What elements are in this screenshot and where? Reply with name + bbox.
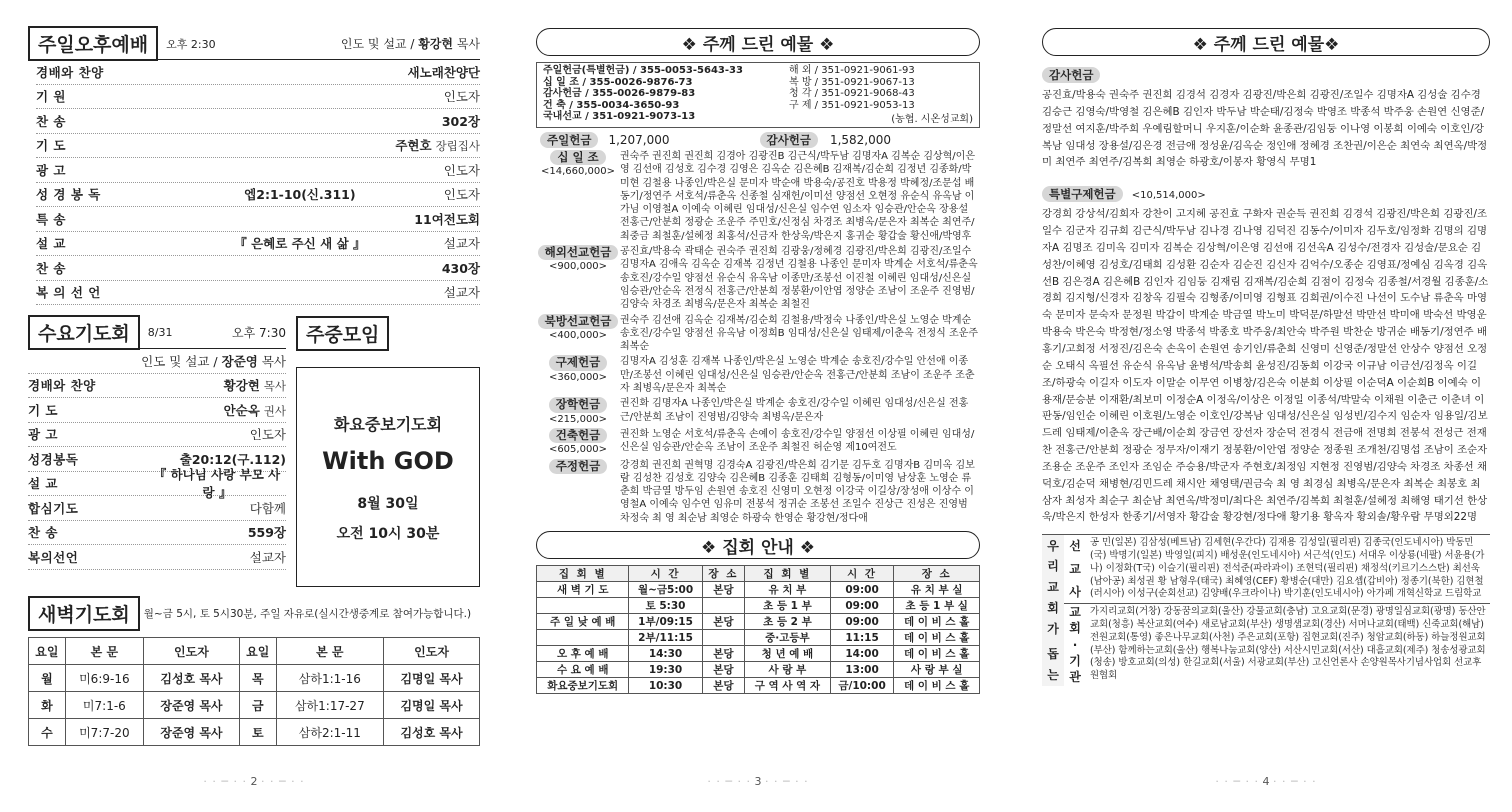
gathering-cell: 초 등 2 부 [745, 614, 831, 630]
order-row [28, 545, 286, 570]
gathering-cell: 주 일 낮 예 배 [537, 614, 629, 630]
vertical-char: 회 [1047, 601, 1059, 616]
page-number: · · ─ · · 4 · · ─ · · [1215, 775, 1317, 788]
special-names: 강경희 강상석/김희자 강찬이 고지혜 공진효 구화자 권순득 권진희 김경석 김광진/박은희 김광진/조일수 김군자 김규희 김근식/박두남 김나경 김나영 김덕진 김동수/이미자 김두호/임정화 김명의 김명자A 김명조 김미옥 김미자 김복순 김상혁/이은영 김선애 김선옥A 김성수/전경자 김성술/문요순 김성찬/이혜영 김성호/김태희 김성환 김순자 김순진 김신자 김억수/오종순 김영표/정예심 김옥경 김옥선B 김은경A 김은혜B 김인자 김임둥 김재림 김재복/김순희 김점이 김정숙 김종철/서경월 김종훈/소경희 김지형/신경자 김창옥 김필숙 김형종/이미영 김형표 김희권/이수진 나선이 도수남 류춘옥 마영숙 문미자 문숙자 문정원 박갑이 박계순 박금열 박노미 박덕문/하말선 박만선 박미애 박숙선 박영운 박용숙 박은숙 박정현/정소영 박종석 박종호 박주웅/최안숙 박주원 박찬순 방귀순 배동기/정연주 배홍기/고희정 서정진/김은숙 손옥이 손원연 송기인/류춘희 신영미 신영준/정말선 안상수 양점선 오정순 오태식 옥필선 유순식 유옥남 윤병석/박송희 윤성진/김동희 이강국 이규남 이금선/김정옥 이길조/하광숙 이길자 이도자 이말순 이무연 이병창/김은숙 이분희 이상필 이순덕A 이순희B 이예숙 이용재/문승분 이재환/최보미 이정순A 이정옥/이상은 이정일 이종석/박말숙 이채원 이춘근 이춘녀 이판동/임인순 이혜린 이호원/노영순 이호인/강복남 임대성/신은실 임성빈/김수지 임순자 임용일/김보드레 임태제/이춘옥 장근배/이순희 장금연 장선자 장순덕 전경식 전금애 전명희 전봉석 전성근 전재찬 전홍근/안분희 정광순 정무자/이재기 정봉환/이안엽 정양순 정종원 조개천/김명섭 조남이 조순자 조용순 조운주 조인자 조임순 주승용/박군자 주현호/최정임 지현정 진영범/김양숙 차경조 차종선 채덕호/김순덕 채병현/김민드레 채시안 채영택/권금숙 최 영 최경심 최병옥/문은자 최복순 최봉호 최삼자 최성자 최순구 최순남 최연옥/박정미/최다은 최연주/김복희 최철훈/설혜정 최해영 태기선 한상욱/박은지 한성자 한종기/서영자 황갑술 황강현/정다애 황기용 황옥자 황외솔/황우람 무명외22명 [1042, 208, 1489, 524]
order-item-detail: 『 은혜로 주신 새 삶 』 [234, 236, 366, 252]
order-item-label: 광 고 [36, 162, 67, 178]
gathering-cell: 본당 [702, 646, 745, 662]
vertical-char: 회 [1069, 621, 1081, 636]
offerings-title: ❖ 주께 드린 예물 ❖ [536, 28, 980, 56]
midweek-title: 주중모임 [296, 316, 389, 351]
thanks-offering-amount: 1,582,000 [829, 133, 892, 147]
offering-label-cell [536, 314, 620, 354]
dawn-cell: 금 [239, 692, 276, 719]
dawn-col-header: 본 문 [276, 638, 383, 665]
midweek-box [296, 367, 480, 587]
vertical-char: · [1072, 637, 1078, 652]
dawn-col-header: 인도자 [143, 638, 239, 665]
midweek-line-2: With GOD [322, 446, 454, 475]
vertical-char: 교 [1069, 562, 1081, 577]
offering-row [536, 397, 980, 426]
page-2 [28, 28, 480, 798]
midweek-line-3: 8월 30일 [357, 495, 419, 512]
order-row [28, 374, 286, 399]
sunday-pm-title: 주일오후예배 [28, 26, 158, 61]
order-item-value [444, 185, 480, 203]
mission-support [1042, 534, 1490, 685]
gathering-cell: 유 치 부 [745, 582, 831, 598]
mission-vertical-label [1042, 535, 1064, 685]
order-item-value [408, 63, 480, 81]
order-row [36, 183, 480, 208]
account-line: 국내선교 / 351-0921-9073-13 [543, 111, 696, 122]
gathering-cell: 데 이 비 스 홀 [894, 678, 980, 694]
order-item-label: 기 도 [28, 402, 59, 418]
gathering-table [536, 565, 980, 694]
order-row [36, 60, 480, 85]
order-item-detail: 『 하나님 사랑 부모 사랑 』 [153, 467, 281, 501]
vertical-char: 교 [1047, 580, 1059, 595]
vertical-char: 관 [1069, 670, 1081, 685]
gathering-cell: 본당 [702, 582, 745, 598]
dawn-col-header: 요일 [29, 638, 66, 665]
account-line: 청 각 / 351-0921-9068-43 [789, 88, 915, 99]
offering-label-cell [536, 397, 620, 426]
gathering-col-header: 집 회 별 [537, 566, 629, 582]
offerings-title-p4: ❖ 주께 드린 예물❖ [1042, 28, 1490, 56]
dawn-title: 새벽기도회 [28, 596, 140, 631]
gathering-cell: 수 요 예 배 [537, 662, 629, 678]
gathering-title: ❖ 집회 안내 ❖ [536, 531, 980, 559]
gathering-cell: 2부/11:15 [629, 630, 702, 646]
missionaries-label [1064, 535, 1086, 603]
gathering-row [537, 678, 980, 694]
gathering-cell: 본당 [702, 662, 745, 678]
dawn-cell: 미7:7-20 [65, 719, 143, 746]
order-item-value [442, 259, 480, 277]
order-item-title: 목사 [263, 379, 286, 394]
vertical-char: 선 [1069, 539, 1081, 554]
gathering-cell: 1부/09:15 [629, 614, 702, 630]
gathering-col-header: 시 간 [830, 566, 894, 582]
order-item-label: 찬 송 [36, 113, 67, 129]
page-number: · · ─ · · 3 · · ─ · · [707, 775, 809, 788]
order-row [36, 232, 480, 257]
offering-row [536, 428, 980, 457]
gathering-cell [702, 630, 745, 646]
offering-names: 권진화 김명자A 나종인/박은실 박계순 송호진/강수일 이혜린 임대성/신은실 전홍근/안분희 조남이 진영범/김양숙 최병옥/문은자 [620, 398, 969, 423]
dawn-cell: 삼하2:1-11 [276, 719, 383, 746]
dawn-cell: 김명일 목사 [384, 692, 480, 719]
wednesday-date: 8/31 [147, 326, 173, 339]
gathering-cell: 금/10:00 [830, 678, 894, 694]
account-line: 주일헌금(특별헌금) / 355-0053-5643-33 [543, 65, 743, 76]
midweek-line-4: 오전 10시 30분 [336, 525, 440, 542]
gathering-col-header: 집 회 별 [745, 566, 831, 582]
dawn-cell: 목 [239, 665, 276, 692]
order-item-label: 복의선언 [28, 549, 79, 565]
order-item-label: 성 경 봉 독 [36, 187, 101, 203]
gathering-row [537, 598, 980, 614]
page-number: · · ─ · · 2 · · ─ · · [203, 775, 305, 788]
order-item-label: 기 원 [36, 89, 67, 105]
dawn-col-header: 인도자 [384, 638, 480, 665]
account-line: 건 축 / 355-0034-3650-93 [543, 99, 680, 111]
thanks-label-p4: 감사헌금 [1042, 67, 1100, 83]
offering-amount: <215,000> [548, 413, 608, 425]
order-item-value [442, 112, 480, 130]
order-item-person: 설교자 [443, 285, 480, 301]
order-item-value [224, 376, 286, 394]
order-row [36, 256, 480, 281]
offering-names: 권진화 노영순 서호석/류춘옥 손예이 송호진/강수일 양점선 이상필 이혜린 임대성/신은실 임승관/안순옥 조남이 조운주 최철진 허순영 제10여전도 [620, 428, 975, 454]
offering-amount: <400,000> [548, 329, 608, 341]
dawn-cell: 수 [29, 719, 66, 746]
order-item-person: 인도자 [443, 187, 480, 203]
offering-row [536, 459, 980, 525]
offering-row [536, 314, 980, 354]
order-item-value [444, 161, 480, 179]
offering-amount: <14,660,000> [540, 166, 615, 178]
offering-amount: <900,000> [548, 261, 608, 273]
order-item-label: 기 도 [36, 138, 67, 154]
sunday-pm-order [36, 60, 480, 305]
page-4 [1042, 28, 1490, 798]
gathering-cell: 초 등 1 부 [745, 598, 831, 614]
order-row [36, 109, 480, 134]
order-item-value [250, 548, 286, 566]
dawn-cell: 장준영 목사 [143, 719, 239, 746]
order-item-person: 430장 [441, 260, 480, 276]
offering-names: 강경희 권진희 권혁명 김경숙A 김광진/박은희 김기문 김두호 김명자B 김미옥 김보람 김성찬 김성호 김양숙 김은혜B 김종훈 김태희 김형동/이미영 남상훈 노영순 류춘희 박금열 방두임 손원연 송호진 신영미 오현정 이강국 이길상/장성애 이상수 이영철A 이예숙 임수연 임유미 전봉석 정귀순 조봉선 조일수 진상근 진성은 진영범 차정숙 최 영 최순남 최영순 하광숙 한영순 황강현/정다애 [620, 459, 975, 524]
order-item-person: 인도자 [249, 427, 286, 443]
midweek-line-1: 화요중보기도회 [333, 414, 443, 434]
offering-label-cell [536, 245, 620, 311]
main-amounts [536, 132, 980, 148]
gathering-cell: 유 치 부 실 [894, 582, 980, 598]
order-item-label: 찬 송 [28, 525, 59, 541]
gathering-cell: 19:30 [629, 662, 702, 678]
wednesday-section [28, 311, 480, 587]
sunday-pm-time: 오후 2:30 [166, 37, 216, 51]
offering-label: 해외선교헌금 [538, 245, 619, 260]
gathering-cell: 사 랑 부 실 [894, 662, 980, 678]
order-row [36, 134, 480, 159]
order-item-label: 광 고 [28, 427, 59, 443]
order-item-title: 권사 [263, 403, 286, 418]
gathering-row [537, 582, 980, 598]
special-label: 특별구제헌금 [1042, 186, 1123, 202]
vertical-char: 돕 [1047, 647, 1059, 662]
account-line: 해 외 / 351-0921-9061-93 [789, 65, 915, 76]
gathering-cell [537, 598, 629, 614]
gathering-cell: 초 등 1 부 실 [894, 598, 980, 614]
offering-names: 권숙주 권진희 권진희 김경아 김광진B 김근식/박두남 김명자A 김복순 김상혁/이은영 김선애 김성호 김수경 김영은 김옥순 김은혜B 김재복/김순희 김정년 김종화/박미현 김철용 나종인/박은실 문미자 박순애 박용숙/공진호 박용정 박혜정/조문섭 배동기/정연주 서호석/류춘옥 신종철 심재헌/이미선 양점선 오현정 유순식 유옥남 이가님 이영철A 이예숙 이혜린 임대성/신은실 임수연 임소자 임승관/안순옥 장용설 전홍근/안분희 정광순 조운주 주민호/신정심 차경조 최병옥/문은자 최복순 최연주/최중금 최철훈/설혜정 최홍석/신금자 한상욱/박은지 홍귀순 황갑술 황신애/박영후 [620, 151, 975, 242]
vertical-char: 가 [1047, 621, 1059, 636]
order-item-label: 경배와 찬양 [28, 378, 96, 394]
accounts-box [536, 62, 980, 128]
order-item-label: 설 교 [28, 476, 59, 492]
sunday-pm-leader: 인도 및 설교 / 황강현 목사 [340, 37, 480, 51]
page-3 [536, 28, 980, 798]
account-line: 복 방 / 351-0921-9067-13 [789, 76, 915, 88]
offering-label-cell [536, 428, 620, 457]
gathering-cell: 09:00 [830, 598, 894, 614]
dawn-row [29, 665, 480, 692]
order-item-detail: 엡2:1-10(신.311) [244, 187, 356, 203]
gathering-cell: 화요중보기도회 [537, 678, 629, 694]
thanks-offering-label: 감사헌금 [760, 132, 818, 148]
order-row [36, 207, 480, 232]
order-item-value [250, 499, 286, 517]
accounts-left [543, 65, 743, 123]
gathering-cell: 14:30 [629, 646, 702, 662]
offering-label-cell [536, 459, 620, 525]
order-item-person: 설교자 [249, 549, 286, 565]
order-row [36, 85, 480, 110]
offering-label: 건축헌금 [549, 428, 607, 443]
account-line: 십 일 조 / 355-0026-9876-73 [543, 76, 693, 88]
gathering-row [537, 646, 980, 662]
wednesday-order [28, 374, 286, 570]
offering-names: 공진효/박용숙 곽태순 권숙주 권진희 김광웅/정혜경 김광진/박은희 김광진/조일수 김명자A 김애옥 김옥순 김재복 김정년 김철용 나종인 문미자 박계순 서호석/류춘옥 송호진/강수일 양점선 유순식 유옥남 이종만/조봉선 이진철 이혜린 임대성/신은실 임승관/안순옥 전정식 전홍근/안분희 정봉환/이안엽 정양순 조남이 조운주 진영범/김양숙 차경조 최병옥/문은자 최복순 최철진 [620, 246, 978, 311]
order-item-person: 559장 [247, 525, 286, 541]
order-row [28, 423, 286, 448]
offering-names: 권숙주 김선애 김옥순 김재복/김순희 김철용/박정숙 나종인/박은실 노영순 박계순 송호진/강수일 양점선 유옥남 이정희B 임대성/신은실 임태제/이춘옥 전정식 조운주 최복순 [620, 314, 978, 353]
gathering-cell: 13:00 [830, 662, 894, 678]
dawn-row [29, 719, 480, 746]
gathering-cell: 구 역 사 역 자 [745, 678, 831, 694]
offering-label: 장학헌금 [549, 397, 607, 412]
gathering-cell: 10:30 [629, 678, 702, 694]
order-item-label: 합심기도 [28, 500, 79, 516]
churches-label [1064, 604, 1086, 686]
order-item-person: 11여전도회 [414, 211, 480, 227]
vertical-char: 기 [1069, 654, 1081, 669]
wednesday-header [28, 317, 286, 349]
offering-row [536, 245, 980, 311]
gathering-col-header: 장 소 [702, 566, 745, 582]
gathering-row [537, 614, 980, 630]
order-row [28, 521, 286, 546]
vertical-char: 는 [1047, 668, 1059, 683]
vertical-char: 우 [1047, 538, 1059, 553]
order-item-person: 302장 [441, 113, 480, 129]
order-row [28, 467, 286, 501]
wednesday-leader: 인도 및 설교 / 장준영 목사 [28, 349, 286, 374]
vertical-char: 리 [1047, 559, 1059, 574]
gathering-cell: 본당 [702, 678, 745, 694]
accounts-right [789, 65, 915, 111]
order-item-value [444, 87, 480, 105]
order-item-label: 복 의 선 언 [36, 285, 101, 301]
gathering-cell: 토 5:30 [629, 598, 702, 614]
gathering-cell: 09:00 [830, 614, 894, 630]
order-item-value [444, 234, 480, 252]
gathering-cell: 09:00 [830, 582, 894, 598]
offering-names: 김명자A 김성훈 김재복 나종인/박은실 노영순 박계순 송호진/강수일 안선애 이종만/조봉선 이혜린 임대성/신은실 임승관/안순옥 전홍근/안분희 조남이 조운주 조춘자 최병옥/문은자 최복순 [620, 356, 975, 395]
offering-label: 십 일 조 [550, 150, 605, 165]
special-amount: <10,514,000> [1131, 190, 1206, 202]
dawn-row [29, 692, 480, 719]
dawn-cell: 미6:9-16 [65, 665, 143, 692]
order-item-value [444, 283, 480, 301]
dawn-cell: 토 [239, 719, 276, 746]
vertical-char: 교 [1069, 605, 1081, 620]
account-line: 구 제 / 351-0921-9053-13 [789, 99, 915, 111]
gathering-cell [537, 630, 629, 646]
gathering-col-header: 장 소 [894, 566, 980, 582]
order-item-value [224, 401, 286, 419]
dawn-cell: 삼하1:1-16 [276, 665, 383, 692]
offering-label: 북방선교헌금 [538, 314, 619, 329]
wednesday-title: 수요기도회 [28, 315, 140, 350]
order-item-value [248, 523, 286, 541]
account-line: 감사헌금 / 355-0026-9879-83 [543, 88, 696, 99]
offering-amount: <605,000> [548, 444, 608, 456]
order-item-label: 특 송 [36, 211, 67, 227]
offerings-list [536, 150, 980, 525]
dawn-cell: 월 [29, 665, 66, 692]
gathering-cell [702, 598, 745, 614]
gathering-cell: 데 이 비 스 홀 [894, 614, 980, 630]
gathering-cell: 중·고등부 [745, 630, 831, 646]
gathering-cell: 데 이 비 스 홀 [894, 630, 980, 646]
gathering-cell: 오 후 예 배 [537, 646, 629, 662]
order-item-title: 장립집사 [435, 139, 480, 154]
order-item-person: 출20:12(구.112) [179, 451, 286, 467]
offering-label: 구제헌금 [549, 355, 607, 370]
offering-label-cell [536, 150, 620, 243]
gathering-row [537, 630, 980, 646]
order-item-label: 찬 송 [36, 260, 67, 276]
dawn-col-header: 요일 [239, 638, 276, 665]
order-item-person: 안순옥 [223, 402, 260, 418]
order-item-value [414, 210, 480, 228]
order-row [36, 158, 480, 183]
offering-row [536, 150, 980, 243]
order-item-value [395, 136, 480, 154]
gathering-cell: 데 이 비 스 홀 [894, 646, 980, 662]
gathering-cell: 청 년 예 배 [745, 646, 831, 662]
dawn-cell: 화 [29, 692, 66, 719]
order-item-person: 주현호 [395, 138, 432, 154]
order-item-person: 다함께 [249, 500, 286, 516]
dawn-cell: 장준영 목사 [143, 692, 239, 719]
gathering-cell: 새 벽 기 도 [537, 582, 629, 598]
sunday-pm-header [28, 28, 480, 60]
dawn-cell: 미7:1-6 [65, 692, 143, 719]
dawn-cell: 김명일 목사 [384, 665, 480, 692]
vertical-char: 사 [1069, 584, 1081, 599]
gathering-col-header: 시 간 [629, 566, 702, 582]
accounts-note: (농협. 시온성교회) [891, 113, 973, 125]
gathering-cell: 본당 [702, 614, 745, 630]
thanks-names: 공진효/박용숙 권숙주 권진희 김경석 김경자 김광진/박은희 김광진/조일수 김명자A 김성술 김수경 김승근 김영숙/박영철 김은혜B 김인자 박두남 박순태/김정숙 박영조 박종석 박주웅 손원연 신영준/정말선 여지훈/박주희 우예림할머니 우지훈/이순화 윤종관/김임둥 이나영 이봉희 이예숙 이호인/강복남 임대성 장용설/김은경 전금애 정성윤/김옥순 정인애 정혜경 조찬권/이은순 최연숙 최연옥/박정미 최연주 최연주/김복희 최영순 하광호/이봉자 황영식 무명1 [1042, 89, 1488, 169]
dawn-table [28, 637, 480, 746]
order-item-person: 인도자 [443, 162, 480, 178]
order-item-person: 새노래찬양단 [407, 64, 480, 80]
order-item-label: 성경봉독 [28, 451, 79, 467]
offering-amount: <360,000> [548, 371, 608, 383]
dawn-cell: 삼하1:17-27 [276, 692, 383, 719]
gathering-cell: 사 랑 부 [745, 662, 831, 678]
order-row [36, 281, 480, 306]
missionaries-list: 공 민(일본) 김삼성(베트남) 김세현(우간다) 김재용 김성일(필리핀) 김종국(인도네시아) 박동민(국) 박명기(일본) 박영일(피지) 배성운(인도네시아) 서근석(인도) 서대우 이상룡(네팔) 서윤용(가나) 이정화(T국) 이슬기(필리핀) 전석준(파라과이) 조현덕(필리핀) 채정석(키르기스스탄) 최선욱(남아공) 최성권 황 남형우(태국) 최혜영(CEF) 황병순(대만) 김요셉(갑비아) 정종기(북한) 김현철(러시아) 이성구(순회선교) 김양배(우크라이나) 박기훈(인도네시아) 아가페 개혁신학교 드림학교 [1090, 537, 1485, 600]
gathering-cell: 월~금5:00 [629, 582, 702, 598]
gathering-cell: 11:15 [830, 630, 894, 646]
wednesday-time: 오후 7:30 [232, 326, 286, 340]
offering-row [536, 355, 980, 395]
order-item-person: 황강현 [223, 378, 260, 394]
dawn-cell: 김성호 목사 [143, 665, 239, 692]
dawn-cell: 김성호 목사 [384, 719, 480, 746]
order-row [28, 398, 286, 423]
dawn-note: 월~금 5시, 토 5시30분, 주일 자유로(실시간생중계로 참여가능합니다.) [143, 607, 472, 620]
order-item-value [250, 425, 286, 443]
order-item-label: 설 교 [36, 236, 67, 252]
sunday-offering-amount: 1,207,000 [608, 133, 670, 147]
order-item-person: 인도자 [443, 89, 480, 105]
dawn-col-header: 본 문 [65, 638, 143, 665]
dawn-header [28, 597, 480, 629]
offering-label: 주정헌금 [549, 459, 607, 474]
offering-label-cell [536, 355, 620, 395]
order-item-label: 경배와 찬양 [36, 64, 104, 80]
midweek-header [296, 317, 480, 349]
gathering-cell: 14:00 [830, 646, 894, 662]
order-item-person: 설교자 [443, 236, 480, 252]
gathering-row [537, 662, 980, 678]
sunday-offering-label: 주일헌금 [540, 132, 598, 148]
churches-list: 가지리교회(거창) 강동꿈의교회(울산) 강물교회(충남) 고요교회(문경) 광명일심교회(광명) 동산안교회(청흥) 복산교회(여수) 새로남교회(부산) 생명샘교회(경산) 서머나교회(태백) 신죽교회(해남) 전원교회(통영) 좋은나무교회(사천) 주은교회(포항) 집현교회(진주) 청암교회(하동) 하늘정원교회(부산) 함께하는교회(울산) 행복나눔교회(양산) 서산시민교회(서산) 대흘교회(제주) 청송성광교회(청송) 방호교회(의성) 한길교회(서울) 서광교회(부산) 고신언론사 손양원목사기념사업회 선교후원협회 [1090, 606, 1486, 682]
